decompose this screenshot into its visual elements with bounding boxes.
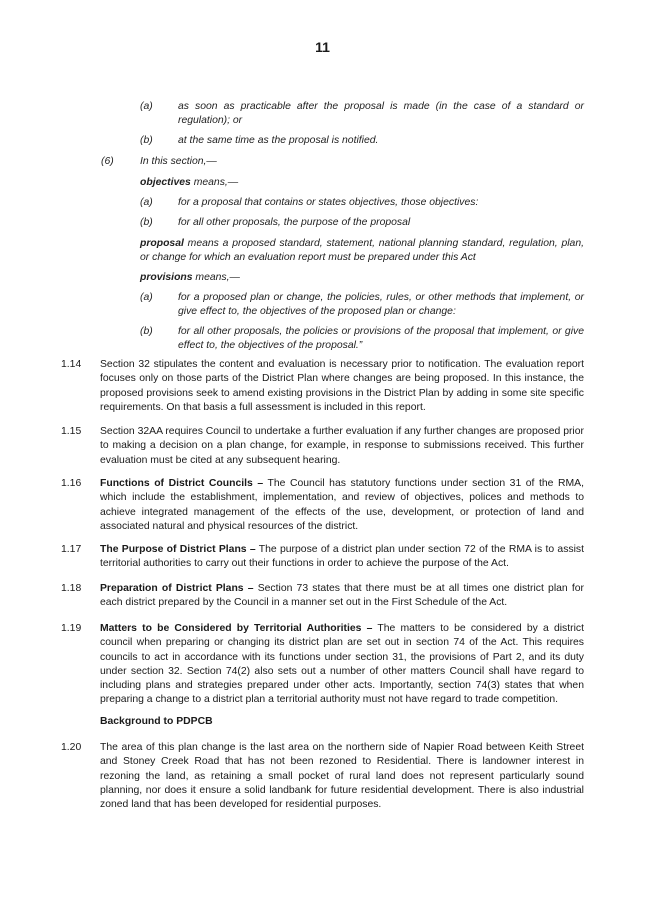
quote-item-text: for all other proposals, the policies or provisions of the proposal that implement, or give effect to, the objectives of the proposal.” xyxy=(178,326,584,351)
paragraph-number: 1.17 xyxy=(61,544,82,555)
quote-item-text: for a proposed plan or change, the policies, rules, or other methods that implement, or give effect to, the objectives of the proposed plan or change: xyxy=(178,292,584,317)
definition-term: provisions xyxy=(140,272,193,283)
definition-objectives xyxy=(140,176,584,190)
definition-rest: means,— xyxy=(190,177,239,188)
paragraph-text: Section 32AA requires Council to undertake a further evaluation if any further changes are proposed prior to making a decision on a plan change, for example, in response to submissions received. This further evaluation must be cited at any subsequent hearing. xyxy=(100,426,584,466)
paragraph-text: The Council has statutory functions under section 31 of the RMA, which include the establishment, implementation, and review of objectives, polices and methods to achieve integrated management of the effects of the use, development, or protection of land and associated natural and physical resources of the district. xyxy=(100,478,584,532)
paragraph-text: The purpose of a district plan under section 72 of the RMA is to assist territorial authorities to carry out their functions in order to achieve the purpose of the Act. xyxy=(100,544,584,570)
item-label: (b) xyxy=(140,326,153,337)
paragraph-number: 1.16 xyxy=(61,478,82,489)
paragraph-1-19 xyxy=(100,622,584,708)
item-label: (b) xyxy=(140,217,153,228)
quote-item-text: for a proposal that contains or states objectives, those objectives: xyxy=(178,197,479,208)
paragraph-heading: Matters to be Considered by Territorial Authorities – xyxy=(100,623,373,634)
definition-rest: means,— xyxy=(192,272,240,283)
definition-rest: means a proposed standard, statement, national planning standard, regulation, plan, or change for which an evaluation report must be prepared under this Act xyxy=(140,238,584,263)
paragraph-number: 1.14 xyxy=(61,359,82,370)
paragraph-text: The matters to be considered by a district council when preparing or changing its district plan are set out in section 74 of the Act. This requires councils to act in accordance with its functions under section 31, the provisions of Part 2, and its duty under section 32. Section 74(2) also sets out a number of other matters Council shall have regard to including plans and strategies prepared under other acts. Importantly, section 74(3) states that when preparing a change to a district plan a territorial authority must not have regard to trade competition. xyxy=(100,623,584,706)
paragraph-heading: The Purpose of District Plans – xyxy=(100,544,256,555)
quote-item-text: at the same time as the proposal is notified. xyxy=(178,135,379,146)
paragraph-number: 1.19 xyxy=(61,623,82,634)
quote-item-text: as soon as practicable after the proposal is made (in the case of a standard or regulation); or xyxy=(178,101,584,126)
section-heading: Background to PDPCB xyxy=(100,716,213,727)
definition-provisions xyxy=(140,271,584,285)
paragraph-1-18 xyxy=(100,582,584,611)
paragraph-heading: Preparation of District Plans – xyxy=(100,583,254,594)
paragraph-1-14 xyxy=(100,358,584,415)
subsection-text: In this section,— xyxy=(140,156,217,167)
paragraph-1-17 xyxy=(100,543,584,572)
page-number: 11 xyxy=(315,39,330,55)
item-label: (a) xyxy=(140,101,153,112)
item-label: (a) xyxy=(140,197,153,208)
definition-term: proposal xyxy=(140,238,184,249)
paragraph-number: 1.18 xyxy=(61,583,82,594)
paragraph-text: Section 73 states that there must be at all times one district plan for each district prepared by the Council in a manner set out in the First Schedule of the Act. xyxy=(100,583,584,609)
paragraph-number: 1.20 xyxy=(61,742,82,753)
paragraph-1-16 xyxy=(100,477,584,534)
item-label: (a) xyxy=(140,292,153,303)
paragraph-number: 1.15 xyxy=(61,426,82,437)
paragraph-text: Section 32 stipulates the content and evaluation is necessary prior to notification. The evaluation report focuses only on those parts of the District Plan where changes are being proposed. In this instance, the proposed provisions seek to amend existing provisions in the District Plan by adding in some site specific requirements. On that basis a full assessment is included in this report. xyxy=(100,359,584,413)
paragraph-heading: Functions of District Councils – xyxy=(100,478,264,489)
paragraph-1-15 xyxy=(100,425,584,468)
subsection-label: (6) xyxy=(101,156,114,167)
definition-proposal xyxy=(140,237,584,265)
definition-term: objectives xyxy=(140,177,191,188)
paragraph-text: The area of this plan change is the last area on the northern side of Napier Road between Keith Street and Stoney Creek Road that has not been rezoned to Residential. There is landowner interest in rezoning the land, as retaining a small pocket of rural land does not represent particularly sound planning, nor does it ensure a solid landbank for future residential development. There is also industrial zoned land that has been developed for residential purposes. xyxy=(100,742,584,811)
paragraph-1-20 xyxy=(100,741,584,812)
item-label: (b) xyxy=(140,135,153,146)
quote-item-text: for all other proposals, the purpose of the proposal xyxy=(178,217,411,228)
